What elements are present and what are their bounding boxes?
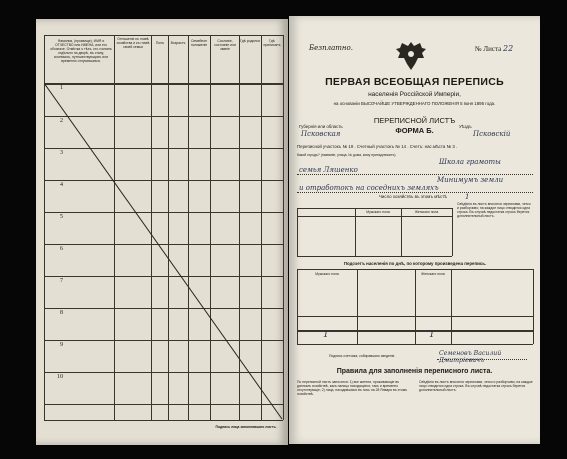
census-subtitle-2: на основаніи ВЫСОЧАЙШЕ УТВЕРЖДЕННАГО ПОЛОЖЕНІЯ 5 Іюня 1895 года.: [333, 101, 496, 106]
rules-left-column: По переписной листъ заносятся: 1) все жители, проживающіе въ данномъ хозяйствѣ, какъ налицо находящіеся, такъ и временно отсутствующіе; 2) лица, находившіяся въ ночь на 28 Января въ этомъ хозяйствѣ.: [297, 380, 408, 396]
form-name: ФОРМА Б.: [395, 126, 434, 135]
upper-table-col-females: Женскаго пола: [414, 210, 439, 214]
signature-value: Семеновъ Василий Дмитріевичъ: [439, 350, 502, 364]
header-col4: Возрастъ: [170, 41, 186, 45]
handwritten-line-3: Минимумъ земли: [437, 176, 504, 184]
uezd-label: Уѣздъ: [459, 124, 472, 129]
census-title: ПЕРВАЯ ВСЕОБЩАЯ ПЕРЕПИСЬ: [325, 76, 504, 88]
left-footer: Подпись лица заполнявшаго листъ.: [215, 425, 277, 429]
left-page: [36, 19, 288, 445]
number-label-text: № Листа: [475, 45, 502, 53]
header-col3: Полъ: [155, 41, 165, 45]
handwritten-line-1: Школа грамоты: [439, 158, 501, 166]
header-col7: Гдѣ родился: [240, 39, 260, 43]
row-number: 7: [60, 278, 63, 284]
rules-title: Правила для заполненія переписного листа.: [336, 368, 493, 375]
side-instructions: Свѣдѣнія въ листъ вносятся чернилами, четко и разборчиво; на каждое лицо отводится одна строка. Въ случаѣ недостатка строкъ берется дополнительный листъ.: [457, 202, 531, 218]
signature-label: Подпись счетчика, собиравшаго сведенія: [329, 354, 395, 358]
row-number: 4: [60, 182, 63, 188]
row-number: 8: [60, 310, 63, 316]
census-subtitle: населенія Россійской Имперіи,: [368, 91, 461, 98]
number-value: 22: [503, 44, 514, 53]
row-number: 3: [60, 150, 63, 156]
population-col-females: Женскаго пола: [421, 272, 445, 276]
diagonal-strike-line: [44, 83, 284, 421]
row-number: 10: [57, 374, 63, 380]
header-col8: Гдѣ приписанъ: [263, 39, 281, 47]
header-col2: Отношеніе къ главѣ хозяйства и къ главѣ своей семьи: [116, 37, 150, 49]
population-table-title: Подсчетъ населенія по днѣ, по которому произведена перепись.: [343, 261, 487, 266]
form-title: ПЕРЕПИСНОЙ ЛИСТЪ: [373, 116, 456, 125]
handwritten-line-4: и отработокъ на соседнихъ земляхъ: [299, 184, 439, 192]
upper-table-col-males: Мужскаго пола: [366, 210, 390, 214]
guberniya-value: Псковская: [301, 130, 341, 138]
handwritten-line-2: семья Ляшенко: [299, 166, 358, 174]
row-number: 2: [60, 118, 63, 124]
households-count-value: 1: [465, 193, 470, 201]
header-col6: Сословіе, состояніе или званіе: [214, 39, 236, 51]
free-label: Безплатно.: [309, 44, 353, 52]
population-col-males: Мужскаго пола: [315, 272, 339, 276]
rules-right-column: Свѣдѣнія въ листъ вносятся чернилами, четко и разборчиво; на каждое лицо отводится одна строка. Въ случаѣ недостатка строкъ берется дополнительный листъ.: [419, 380, 533, 392]
uezd-value: Псковскій: [473, 130, 511, 138]
guberniya-label: Губернія или область: [299, 124, 343, 129]
row-number: 9: [60, 342, 63, 348]
uchastok-line: Переписной участокъ № 19 . Счетный участокъ № 14 . Счетъ: нас.мѣста № 3 .: [297, 144, 458, 149]
imperial-eagle-emblem: [393, 38, 429, 74]
right-page: [289, 16, 540, 444]
population-females-value: 1: [429, 330, 435, 340]
header-col1: Фамилия, (прозвище), ИМЯ и ОТЧЕСТВО или ИМЕНА, или его обозначе. Отмѣтка о тѣхъ, кто считанъ отдѣльно на дворѣ, въ стану, кочевьяхъ, путешествующихъ или временно отлучившихся.: [50, 39, 112, 63]
population-males-value: 1: [323, 330, 329, 340]
households-count-label: Число хозяйствъ въ этомъ мѣстѣ: [379, 194, 447, 199]
row-number: 6: [60, 246, 63, 252]
row-number: 1: [60, 85, 63, 91]
number-label: [475, 44, 513, 53]
address-label: Какой городъ? (названіе, улица, № дома, кому принадлежитъ): [297, 153, 396, 157]
row-number: 5: [60, 214, 63, 220]
header-col5: Семейное положеніе: [190, 39, 208, 47]
